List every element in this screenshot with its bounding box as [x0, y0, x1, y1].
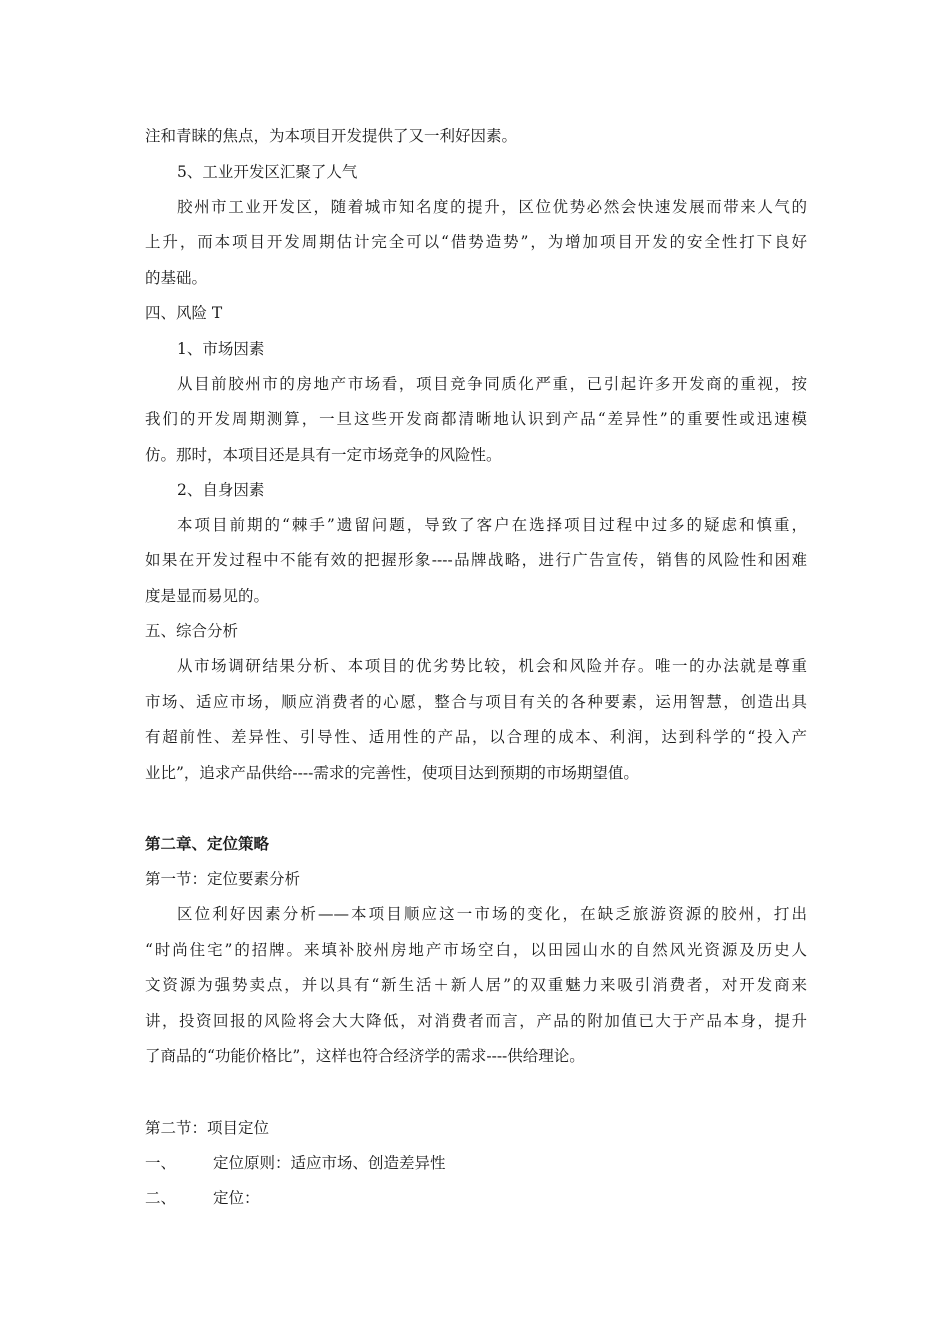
- chapter-heading: 第二章、定位策略: [145, 834, 270, 853]
- paragraph-line: “时尚住宅”的招牌。来填补胶州房地产市场空白，以田园山水的自然风光资源及历史人: [145, 941, 807, 959]
- paragraph-line: 度是显而易见的。: [145, 587, 270, 605]
- section-heading-5: 五、综合分析: [145, 622, 239, 640]
- paragraph-line: 区位利好因素分析——本项目顺应这一市场的变化，在缺乏旅游资源的胶州，打出: [177, 905, 807, 923]
- paragraph-line: 我们的开发周期测算，一旦这些开发商都清晰地认识到产品“差异性”的重要性或迅速模: [145, 410, 807, 428]
- paragraph-line: 的基础。: [145, 269, 208, 287]
- paragraph-line: 从目前胶州市的房地产市场看，项目竞争同质化严重，已引起许多开发商的重视，按: [177, 375, 807, 393]
- paragraph-line: 胶州市工业开发区，随着城市知名度的提升，区位优势必然会快速发展而带来人气的: [177, 198, 807, 216]
- paragraph-line: 如果在开发过程中不能有效的把握形象----品牌战略，进行广告宣传，销售的风险性和困难: [145, 551, 807, 569]
- paragraph-line: 上升，而本项目开发周期估计完全可以“借势造势”，为增加项目开发的安全性打下良好: [145, 233, 807, 251]
- subheading-5: 5、工业开发区汇聚了人气: [177, 163, 358, 181]
- list-text: 定位原则：适应市场、创造差异性: [213, 1154, 446, 1172]
- subheading-4-2: 2、自身因素: [177, 481, 265, 499]
- section-heading-4: 四、风险 T: [145, 304, 223, 322]
- section-title-1: 第一节：定位要素分析: [145, 870, 301, 888]
- paragraph-line: 从市场调研结果分析、本项目的优劣势比较，机会和风险并存。唯一的办法就是尊重: [177, 657, 807, 675]
- list-number: 一、: [145, 1154, 177, 1172]
- paragraph-line: 注和青睐的焦点，为本项目开发提供了又一利好因素。: [145, 127, 518, 145]
- paragraph-line: 本项目前期的“棘手”遗留问题，导致了客户在选择项目过程中过多的疑虑和慎重，: [177, 516, 807, 534]
- paragraph-line: 了商品的“功能价格比”，这样也符合经济学的需求----供给理论。: [145, 1047, 585, 1065]
- subheading-4-1: 1、市场因素: [177, 340, 265, 358]
- list-number: 二、: [145, 1189, 177, 1207]
- paragraph-line: 业比”，追求产品供给----需求的完善性，使项目达到预期的市场期望值。: [145, 764, 639, 782]
- paragraph-line: 讲，投资回报的风险将会大大降低，对消费者而言，产品的附加值已大于产品本身，提升: [145, 1012, 807, 1030]
- section-title-2: 第二节：项目定位: [145, 1119, 270, 1137]
- list-text: 定位：: [213, 1189, 260, 1207]
- paragraph-line: 仿。那时，本项目还是具有一定市场竞争的风险性。: [145, 446, 502, 464]
- paragraph-line: 有超前性、差异性、引导性、适用性的产品，以合理的成本、利润，达到科学的“投入产: [145, 728, 807, 746]
- paragraph-line: 文资源为强势卖点，并以具有“新生活＋新人居”的双重魅力来吸引消费者，对开发商来: [145, 976, 807, 994]
- paragraph-line: 市场、适应市场，顺应消费者的心愿，整合与项目有关的各种要素，运用智慧，创造出具: [145, 693, 807, 711]
